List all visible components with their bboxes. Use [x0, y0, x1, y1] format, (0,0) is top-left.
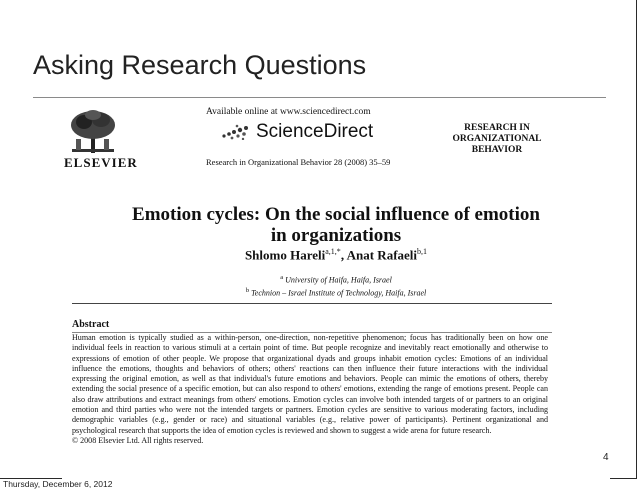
paper-title-line: Emotion cycles: On the social influence of emotion [132, 204, 540, 225]
author-separator: , [340, 247, 347, 263]
sciencedirect-logo [220, 121, 373, 143]
affiliation-text: Technion – Israel Institute of Technology, Haifa, Israel [251, 288, 427, 298]
abstract-text: Human emotion is typically studied as a within-person, one-direction, non-repetitive phenomenon; focus has traditionally been on how one individual feels in reaction to various stimuli at a certain point of time. But people recognize and inevitably react emotionally and otherwise to expressions of emotion of other people. We propose that organizational dyads and groups inhabit emotion cycles: Emotions of an individual influence the emotions, thoughts and behaviors of others; others' reactions can then influence their future interactions with the individual expressing the original emotion, as well as that individual's future emotions and behaviors. People can mimic the emotions of others, thereby extending the social presence of a specific emotion, but can also respond to others' emotions, extending the range of emotions present. People can also draw attributions and extract meanings from others' emotions. Emotion cycles can involve both intended targets of or partners to an original emotion and third parties who were not the intended targets or partners. Emotion cycles are sensitive to various moderating factors, including demographic variables (e.g., gender or race) and situational variables (e.g., relative power of participants). Pertinent organizational and psychological research that supports the idea of emotion cycles is reviewed and shown to suggest a wide arena for future research. [72, 333, 548, 435]
publisher-name: ELSEVIER [64, 155, 138, 170]
author-name: Shlomo Hareli [244, 247, 326, 263]
copyright-notice: © 2008 Elsevier Ltd. All rights reserved. [72, 435, 204, 445]
available-online-text: Available online at www.sciencedirect.com [206, 107, 371, 117]
journal-badge-line: ORGANIZATIONAL [452, 134, 542, 144]
abstract-heading: Abstract [72, 319, 110, 330]
sciencedirect-dots-icon [220, 124, 250, 140]
sciencedirect-name: ScienceDirect [256, 121, 374, 142]
slide-title: Asking Research Questions [33, 50, 367, 80]
journal-citation: Research in Organizational Behavior 28 (2008) 35–59 [206, 157, 391, 167]
paper-title-line: in organizations [270, 225, 402, 246]
journal-badge [442, 123, 552, 156]
journal-badge-line: RESEARCH IN [464, 123, 530, 133]
affiliation-marker: b [245, 286, 250, 294]
affiliation-line [62, 286, 610, 299]
author-affiliation-marker: a,1,* [325, 247, 341, 256]
section-divider [72, 303, 552, 304]
paper-authors [62, 247, 610, 263]
affiliation-line [62, 273, 610, 286]
paper-image [62, 101, 610, 481]
page-number: 4 [603, 452, 609, 463]
author-affiliation-marker: b,1 [417, 247, 428, 256]
footer-date: Thursday, December 6, 2012 [3, 479, 113, 489]
affiliation-marker: a [280, 274, 284, 281]
author-name: Anat Rafaeli [346, 247, 418, 263]
affiliation-text: University of Haifa, Haifa, Israel [285, 275, 392, 285]
affiliations [62, 273, 610, 298]
title-divider [33, 97, 606, 98]
journal-badge-line: BEHAVIOR [471, 145, 523, 155]
elsevier-tree-icon [68, 109, 118, 155]
abstract-body [72, 333, 548, 446]
paper-title [62, 204, 610, 246]
